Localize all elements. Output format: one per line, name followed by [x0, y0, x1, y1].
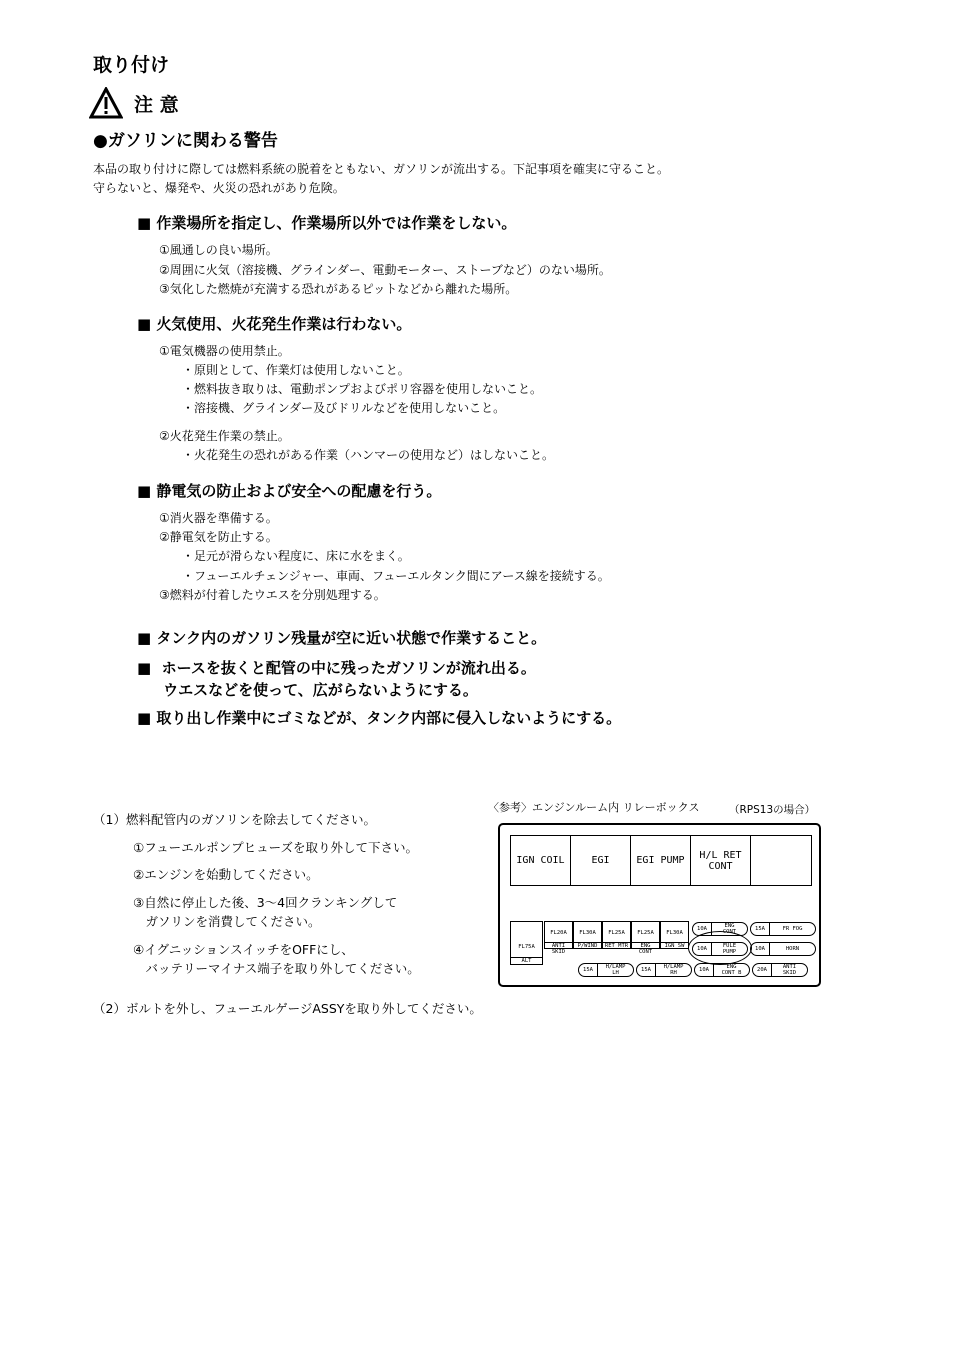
fuse-name: ENG CONT B	[721, 964, 742, 976]
fuse-name: HORN	[785, 946, 800, 952]
section-heading: ■ 作業場所を指定し、作業場所以外では作業をしない。	[137, 214, 517, 232]
fuse-name: FULE PUMP	[722, 943, 737, 955]
fuse-name: ALT	[511, 957, 542, 964]
relay-box	[498, 823, 821, 987]
procedure-substep: ①フューエルポンプヒューズを取り外して下さい。	[133, 840, 418, 855]
fuse-hlamp-lh	[578, 963, 634, 977]
section-heading: ■ タンク内のガソリン残量が空に近い状態で作業すること。	[137, 629, 547, 647]
list-item: ③燃料が付着したウエスを分別処理する。	[159, 588, 386, 602]
relay-egi: EGI	[570, 835, 631, 886]
relay-egi-pump: EGI PUMP	[630, 835, 691, 886]
section-heading-cont: ウエスなどを使って、広がらないようにする。	[137, 681, 478, 699]
fuse-link	[631, 921, 660, 955]
fuse-amp: FL75A	[518, 944, 535, 950]
list-item: ・原則として、作業灯は使用しないこと。	[182, 363, 410, 377]
fuse-main	[510, 921, 543, 965]
fuse-amp: 20A	[753, 964, 772, 976]
list-item: ・溶接機、グラインダー及びドリルなどを使用しないこと。	[182, 401, 506, 415]
fuel-pump-fuse-highlight	[688, 931, 752, 965]
fuse-hlamp-rh	[636, 963, 692, 977]
fuse-horn	[750, 942, 816, 956]
fuse-name: P/WIND	[574, 942, 601, 949]
fuse-amp: 10A	[695, 964, 714, 976]
fuse-fr-fog	[750, 922, 816, 936]
list-item: ①風通しの良い場所。	[159, 243, 278, 257]
fuse-amp: 10A	[693, 943, 712, 955]
list-item: ・足元が滑らない程度に、床に水をまく。	[182, 549, 410, 563]
fuse-link	[660, 921, 689, 949]
section-heading: ■ 火気使用、火花発生作業は行わない。	[137, 315, 412, 333]
relay-hl-ret-cont: H/L RET CONT	[690, 835, 751, 886]
list-item: ・フューエルチェンジャー、車両、フューエルタンク間にアース線を接続する。	[182, 569, 610, 583]
fuse-amp: 10A	[751, 943, 770, 955]
page-title: 取り付け	[93, 54, 170, 76]
diagram-variant: （RPS13の場合）	[729, 804, 816, 816]
caution-label: 注 意	[134, 94, 179, 116]
list-item: ②周囲に火気（溶接機、グラインダー、電動モーター、ストーブなど）のない場所。	[159, 263, 611, 277]
fuse-amp: FL25A	[637, 930, 654, 936]
procedure-step: （1）燃料配管内のガソリンを除去してください。	[93, 812, 376, 827]
fuse-name: H/LAMP RH	[663, 964, 684, 976]
fuse-amp: 15A	[637, 964, 656, 976]
fuse-name: ANTI SKID	[782, 964, 797, 976]
procedure-substep: ガソリンを消費してください。	[133, 914, 321, 929]
warning-heading: ●ガソリンに関わる警告	[93, 131, 278, 151]
fuse-amp: FL30A	[579, 930, 596, 936]
section-heading: ■ 取り出し作業中にゴミなどが、タンク内部に侵入しないようにする。	[137, 709, 622, 727]
fuse-amp: FL20A	[550, 930, 567, 936]
fuse-amp: 15A	[579, 964, 598, 976]
list-item: ③気化した燃焼が充満する恐れがあるピットなどから離れた場所。	[159, 282, 518, 296]
fuse-name: IGN SW	[661, 942, 688, 949]
fuse-amp: 15A	[751, 923, 770, 935]
relay-empty	[750, 835, 812, 886]
procedure-substep: ③自然に停止した後、3～4回クランキングして	[133, 895, 398, 910]
intro-line: 本品の取り付けに際しては燃料系統の脱着をともない、ガソリンが流出する。下記事項を確実に守ること。	[93, 162, 670, 176]
relay-ign-coil: IGN COIL	[510, 835, 571, 886]
fuse-name: FR FOG	[782, 926, 803, 932]
fuse-name: RET MTR	[604, 943, 629, 949]
list-item: ②静電気を防止する。	[159, 530, 278, 544]
fuse-amp: FL25A	[608, 930, 625, 936]
fuse-amp: FL30A	[666, 930, 683, 936]
section-heading: ■ ホースを抜くと配管の中に残ったガソリンが流れ出る。	[137, 659, 536, 677]
procedure-substep: ④イグニッションスイッチをOFFにし、	[133, 942, 354, 957]
fuse-name: ENG CONT	[632, 942, 659, 955]
list-item: ②火花発生作業の禁止。	[159, 429, 290, 443]
fuse-link	[602, 921, 631, 949]
section-heading: ■ 静電気の防止および安全への配慮を行う。	[137, 482, 442, 500]
fuse-anti-skid	[752, 963, 808, 977]
fuse-amp: 10A	[693, 923, 712, 935]
fuse-name: ENG CONT	[722, 923, 737, 935]
list-item: ・燃料抜き取りは、電動ポンプおよびポリ容器を使用しないこと。	[182, 382, 543, 396]
fuse-eng-cont-b	[694, 963, 750, 977]
procedure-substep: バッテリーマイナス端子を取り外してください。	[133, 961, 420, 976]
list-item: ①消火器を準備する。	[159, 511, 278, 525]
list-item: ①電気機器の使用禁止。	[159, 344, 290, 358]
fuse-name: ANTI SKID	[545, 942, 572, 955]
procedure-substep: ②エンジンを始動してください。	[133, 867, 319, 882]
diagram-caption: 〈参考〉エンジンルーム内 リレーボックス	[488, 801, 700, 814]
fuse-name: H/LAMP LH	[605, 964, 626, 976]
procedure-step: （2）ボルトを外し、フューエルゲージASSYを取り外してください。	[93, 1001, 482, 1016]
intro-line: 守らないと、爆発や、火災の恐れがあり危険。	[93, 181, 345, 195]
fuse-link	[573, 921, 602, 949]
warning-triangle-icon	[89, 87, 123, 119]
list-item: ・火花発生の恐れがある作業（ハンマーの使用など）はしないこと。	[182, 448, 555, 462]
fuse-link	[544, 921, 573, 955]
